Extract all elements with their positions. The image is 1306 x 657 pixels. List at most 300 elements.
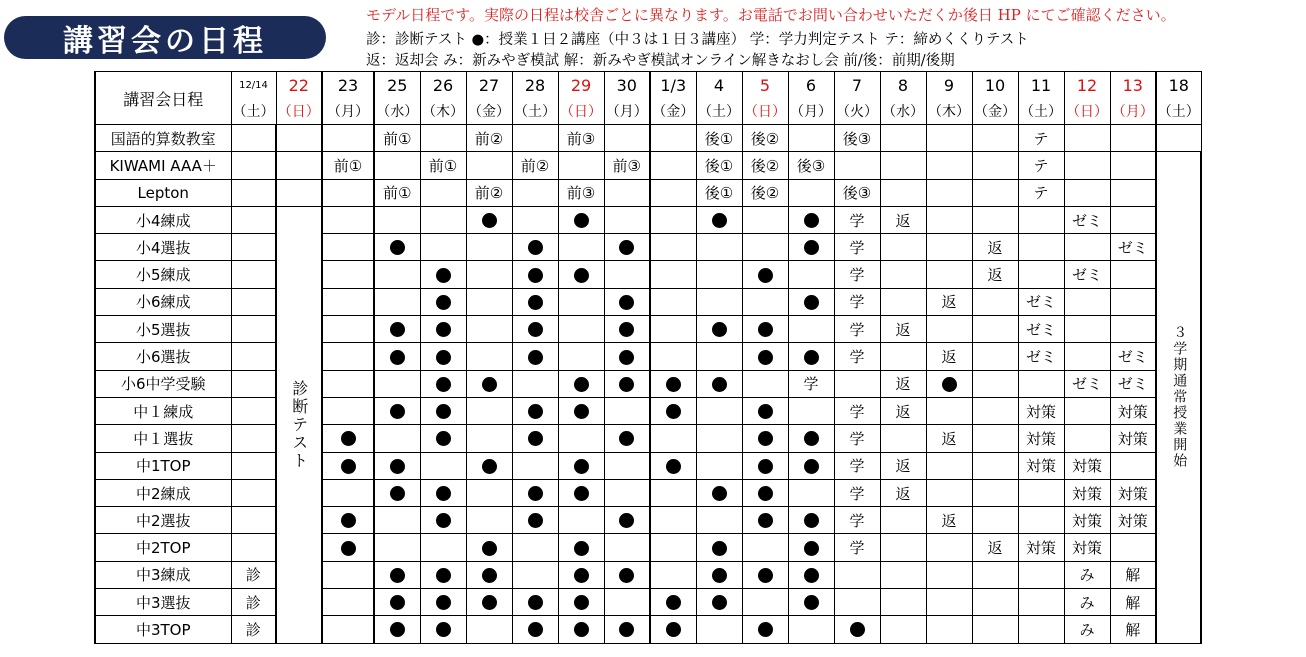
schedule-cell bbox=[788, 425, 834, 452]
schedule-mark: 対策 bbox=[1025, 429, 1056, 448]
schedule-cell bbox=[374, 370, 420, 397]
schedule-cell bbox=[788, 479, 834, 506]
schedule-cell bbox=[1064, 125, 1110, 152]
course-label: Lepton bbox=[95, 179, 231, 206]
class-dot-icon bbox=[528, 431, 543, 446]
weekday-header: （木） bbox=[420, 98, 466, 125]
class-dot-icon bbox=[804, 459, 819, 474]
schedule-cell bbox=[972, 589, 1018, 616]
schedule-cell bbox=[834, 370, 880, 397]
class-dot-icon bbox=[436, 431, 451, 446]
schedule-cell bbox=[374, 288, 420, 315]
schedule-row bbox=[95, 589, 1201, 616]
date-header: 11 bbox=[1018, 72, 1064, 99]
course-label: 中１練成 bbox=[95, 397, 231, 424]
date-header: 10 bbox=[972, 72, 1018, 99]
schedule-cell bbox=[466, 370, 512, 397]
schedule-cell bbox=[1018, 125, 1064, 152]
schedule-cell bbox=[322, 589, 374, 616]
date-header: 1/3 bbox=[650, 72, 696, 99]
schedule-cell bbox=[650, 616, 696, 643]
schedule-cell bbox=[742, 589, 788, 616]
schedule-cell bbox=[742, 179, 788, 206]
class-dot-icon bbox=[574, 568, 589, 583]
schedule-mark: 返 bbox=[895, 375, 911, 394]
course-label: 中2選抜 bbox=[95, 507, 231, 534]
schedule-cell bbox=[374, 152, 420, 179]
schedule-cell bbox=[512, 125, 558, 152]
class-dot-icon bbox=[758, 568, 773, 583]
schedule-cell bbox=[512, 561, 558, 588]
schedule-cell bbox=[231, 534, 276, 561]
schedule-cell bbox=[420, 288, 466, 315]
schedule-cell bbox=[650, 370, 696, 397]
schedule-cell bbox=[322, 316, 374, 343]
schedule-cell bbox=[926, 179, 972, 206]
schedule-cell bbox=[650, 234, 696, 261]
schedule-cell bbox=[1064, 152, 1110, 179]
schedule-mark: 後③ bbox=[842, 184, 872, 203]
schedule-cell bbox=[972, 179, 1018, 206]
schedule-cell bbox=[604, 589, 650, 616]
schedule-cell bbox=[231, 425, 276, 452]
schedule-mark: 対策 bbox=[1117, 429, 1148, 448]
schedule-cell bbox=[558, 534, 604, 561]
schedule-cell bbox=[604, 343, 650, 370]
schedule-cell bbox=[558, 234, 604, 261]
class-dot-icon bbox=[574, 541, 589, 556]
schedule-cell bbox=[1110, 152, 1156, 179]
page-title: 講習会の日程 bbox=[4, 16, 326, 59]
schedule-cell bbox=[742, 507, 788, 534]
schedule-cell bbox=[1018, 288, 1064, 315]
schedule-cell bbox=[650, 425, 696, 452]
schedule-mark: 対策 bbox=[1117, 511, 1148, 530]
schedule-row bbox=[95, 179, 1201, 206]
weekday-header: （日） bbox=[1064, 98, 1110, 125]
class-dot-icon bbox=[528, 240, 543, 255]
schedule-cell bbox=[512, 288, 558, 315]
schedule-cell bbox=[231, 589, 276, 616]
class-dot-icon bbox=[666, 377, 681, 392]
class-dot-icon bbox=[712, 486, 727, 501]
schedule-cell bbox=[1064, 206, 1110, 233]
schedule-cell bbox=[880, 370, 926, 397]
schedule-cell bbox=[972, 507, 1018, 534]
schedule-mark: ゼミ bbox=[1117, 348, 1148, 367]
class-dot-icon bbox=[712, 377, 727, 392]
schedule-cell bbox=[420, 452, 466, 479]
schedule-cell bbox=[650, 589, 696, 616]
schedule-cell bbox=[696, 125, 742, 152]
schedule-cell bbox=[604, 507, 650, 534]
table-corner-label: 講習会日程 bbox=[95, 72, 231, 125]
date-header: 6 bbox=[788, 72, 834, 99]
schedule-cell bbox=[742, 206, 788, 233]
schedule-cell bbox=[1110, 452, 1156, 479]
schedule-cell bbox=[374, 343, 420, 370]
schedule-cell bbox=[322, 234, 374, 261]
schedule-cell bbox=[374, 179, 420, 206]
class-dot-icon bbox=[390, 486, 405, 501]
class-dot-icon bbox=[574, 622, 589, 637]
schedule-cell bbox=[788, 561, 834, 588]
schedule-cell bbox=[788, 397, 834, 424]
schedule-row bbox=[95, 534, 1201, 561]
class-dot-icon bbox=[390, 240, 405, 255]
schedule-mark: 後③ bbox=[796, 156, 826, 175]
schedule-cell bbox=[558, 288, 604, 315]
schedule-cell bbox=[972, 425, 1018, 452]
schedule-mark: 対策 bbox=[1071, 511, 1102, 530]
schedule-cell bbox=[1018, 479, 1064, 506]
schedule-cell bbox=[466, 452, 512, 479]
schedule-cell bbox=[466, 479, 512, 506]
schedule-cell bbox=[558, 589, 604, 616]
schedule-cell bbox=[1064, 589, 1110, 616]
schedule-mark: 診 bbox=[245, 593, 261, 612]
schedule-mark: 返 bbox=[895, 402, 911, 421]
schedule-cell bbox=[696, 316, 742, 343]
schedule-mark: み bbox=[1079, 620, 1095, 639]
schedule-cell bbox=[834, 534, 880, 561]
schedule-cell bbox=[972, 561, 1018, 588]
class-dot-icon bbox=[758, 622, 773, 637]
schedule-cell bbox=[696, 479, 742, 506]
schedule-cell bbox=[558, 206, 604, 233]
schedule-cell bbox=[926, 534, 972, 561]
schedule-table bbox=[94, 71, 1202, 644]
schedule-cell bbox=[650, 397, 696, 424]
date-header: 23 bbox=[322, 72, 374, 99]
schedule-cell bbox=[834, 152, 880, 179]
class-dot-icon bbox=[804, 541, 819, 556]
schedule-cell bbox=[512, 152, 558, 179]
schedule-cell bbox=[231, 179, 276, 206]
date-header: 8 bbox=[880, 72, 926, 99]
schedule-row bbox=[95, 288, 1201, 315]
class-dot-icon bbox=[390, 404, 405, 419]
course-label: KIWAMI AAA＋ bbox=[95, 152, 231, 179]
schedule-mark: 対策 bbox=[1025, 402, 1056, 421]
class-dot-icon bbox=[574, 404, 589, 419]
schedule-cell bbox=[742, 234, 788, 261]
schedule-cell bbox=[604, 534, 650, 561]
schedule-cell bbox=[696, 507, 742, 534]
schedule-cell bbox=[926, 452, 972, 479]
class-dot-icon bbox=[758, 513, 773, 528]
schedule-cell bbox=[231, 561, 276, 588]
schedule-cell bbox=[322, 425, 374, 452]
course-label: 中3選抜 bbox=[95, 589, 231, 616]
schedule-cell bbox=[834, 616, 880, 643]
schedule-cell bbox=[834, 206, 880, 233]
schedule-cell bbox=[512, 370, 558, 397]
schedule-cell bbox=[926, 261, 972, 288]
schedule-cell bbox=[420, 152, 466, 179]
schedule-cell bbox=[322, 179, 374, 206]
class-dot-icon bbox=[758, 431, 773, 446]
schedule-cell bbox=[926, 370, 972, 397]
schedule-cell bbox=[1064, 397, 1110, 424]
schedule-cell bbox=[322, 261, 374, 288]
schedule-cell bbox=[1110, 343, 1156, 370]
schedule-cell bbox=[1110, 206, 1156, 233]
schedule-cell bbox=[604, 234, 650, 261]
schedule-cell bbox=[880, 452, 926, 479]
schedule-cell bbox=[512, 261, 558, 288]
schedule-cell bbox=[834, 125, 880, 152]
schedule-cell bbox=[1018, 425, 1064, 452]
course-label: 小4練成 bbox=[95, 206, 231, 233]
schedule-cell bbox=[972, 206, 1018, 233]
schedule-cell bbox=[558, 561, 604, 588]
schedule-cell bbox=[788, 288, 834, 315]
date-header: 29 bbox=[558, 72, 604, 99]
class-dot-icon bbox=[804, 240, 819, 255]
schedule-cell bbox=[650, 479, 696, 506]
schedule-cell bbox=[1018, 589, 1064, 616]
schedule-cell bbox=[650, 288, 696, 315]
schedule-cell bbox=[231, 261, 276, 288]
date-header: 12 bbox=[1064, 72, 1110, 99]
class-dot-icon bbox=[528, 268, 543, 283]
date-header: 5 bbox=[742, 72, 788, 99]
schedule-cell bbox=[880, 288, 926, 315]
schedule-mark: 学 bbox=[849, 511, 865, 530]
schedule-cell bbox=[1110, 370, 1156, 397]
class-dot-icon bbox=[712, 213, 727, 228]
class-dot-icon bbox=[712, 595, 727, 610]
schedule-cell bbox=[512, 616, 558, 643]
schedule-mark: ゼミ bbox=[1025, 348, 1056, 367]
schedule-mark: 解 bbox=[1125, 620, 1141, 639]
date-header: 28 bbox=[512, 72, 558, 99]
schedule-mark: 返 bbox=[941, 293, 957, 312]
schedule-cell bbox=[788, 589, 834, 616]
weekday-header: （月） bbox=[1110, 98, 1156, 125]
schedule-mark: 解 bbox=[1125, 593, 1141, 612]
schedule-cell bbox=[1064, 425, 1110, 452]
schedule-cell bbox=[788, 452, 834, 479]
schedule-cell bbox=[420, 534, 466, 561]
schedule-cell bbox=[322, 452, 374, 479]
schedule-cell bbox=[322, 152, 374, 179]
schedule-mark: テ bbox=[1033, 156, 1049, 175]
schedule-cell bbox=[742, 288, 788, 315]
schedule-cell bbox=[880, 206, 926, 233]
schedule-cell bbox=[558, 425, 604, 452]
schedule-cell bbox=[466, 589, 512, 616]
date-header: 27 bbox=[466, 72, 512, 99]
schedule-cell bbox=[696, 179, 742, 206]
schedule-cell bbox=[696, 206, 742, 233]
class-dot-icon bbox=[482, 568, 497, 583]
schedule-cell bbox=[1064, 316, 1110, 343]
schedule-mark: 後② bbox=[750, 156, 780, 175]
class-dot-icon bbox=[390, 350, 405, 365]
schedule-mark: 前① bbox=[383, 184, 412, 203]
schedule-cell bbox=[1018, 561, 1064, 588]
class-dot-icon bbox=[712, 541, 727, 556]
schedule-cell bbox=[604, 452, 650, 479]
schedule-cell bbox=[1018, 234, 1064, 261]
weekday-header: （水） bbox=[374, 98, 420, 125]
class-dot-icon bbox=[341, 431, 356, 446]
schedule-cell bbox=[880, 425, 926, 452]
schedule-cell bbox=[322, 534, 374, 561]
schedule-row bbox=[95, 206, 1201, 233]
schedule-cell bbox=[696, 234, 742, 261]
class-dot-icon bbox=[619, 240, 634, 255]
schedule-cell bbox=[742, 425, 788, 452]
schedule-cell bbox=[1064, 561, 1110, 588]
schedule-cell bbox=[466, 507, 512, 534]
weekday-header: （金） bbox=[650, 98, 696, 125]
schedule-cell bbox=[231, 370, 276, 397]
schedule-cell bbox=[466, 343, 512, 370]
weekday-header: （金） bbox=[466, 98, 512, 125]
schedule-cell bbox=[604, 616, 650, 643]
schedule-cell bbox=[788, 179, 834, 206]
schedule-cell bbox=[1018, 316, 1064, 343]
schedule-mark: 学 bbox=[849, 348, 865, 367]
class-dot-icon bbox=[390, 322, 405, 337]
schedule-cell bbox=[1110, 234, 1156, 261]
schedule-mark: 対策 bbox=[1117, 402, 1148, 421]
schedule-cell bbox=[650, 316, 696, 343]
course-label: 中2TOP bbox=[95, 534, 231, 561]
schedule-mark: 学 bbox=[803, 375, 819, 394]
schedule-cell bbox=[322, 616, 374, 643]
schedule-cell bbox=[374, 425, 420, 452]
schedule-mark: 後② bbox=[750, 184, 780, 203]
schedule-cell bbox=[742, 343, 788, 370]
date-header: 7 bbox=[834, 72, 880, 99]
schedule-mark: 後① bbox=[704, 129, 734, 148]
schedule-cell bbox=[880, 397, 926, 424]
weekday-header: （土） bbox=[231, 98, 276, 125]
class-dot-icon bbox=[482, 459, 497, 474]
schedule-mark: み bbox=[1079, 566, 1095, 585]
schedule-cell bbox=[604, 206, 650, 233]
schedule-cell bbox=[742, 616, 788, 643]
class-dot-icon bbox=[436, 513, 451, 528]
class-dot-icon bbox=[436, 295, 451, 310]
schedule-cell bbox=[926, 397, 972, 424]
schedule-cell bbox=[1018, 616, 1064, 643]
schedule-cell bbox=[696, 343, 742, 370]
schedule-mark: ゼミ bbox=[1117, 375, 1148, 394]
schedule-mark: テ bbox=[1033, 184, 1049, 203]
class-dot-icon bbox=[528, 404, 543, 419]
schedule-cell bbox=[466, 561, 512, 588]
schedule-mark: 学 bbox=[849, 320, 865, 339]
schedule-cell bbox=[880, 479, 926, 506]
schedule-cell bbox=[1018, 507, 1064, 534]
schedule-mark: 前② bbox=[474, 129, 504, 148]
schedule-cell bbox=[231, 234, 276, 261]
schedule-cell bbox=[604, 479, 650, 506]
schedule-cell bbox=[558, 261, 604, 288]
schedule-cell bbox=[512, 316, 558, 343]
schedule-cell bbox=[374, 206, 420, 233]
schedule-cell bbox=[558, 316, 604, 343]
class-dot-icon bbox=[482, 595, 497, 610]
legend-line-2: 返：返却会 み：新みやぎ模試 解：新みやぎ模試オンライン解きなおし会 前/後：前期/後期 bbox=[366, 53, 955, 69]
schedule-row bbox=[95, 261, 1201, 288]
schedule-cell bbox=[742, 452, 788, 479]
schedule-mark: 学 bbox=[849, 457, 865, 476]
schedule-cell bbox=[972, 343, 1018, 370]
schedule-cell bbox=[696, 452, 742, 479]
schedule-mark: ゼミ bbox=[1117, 238, 1148, 257]
schedule-cell bbox=[604, 425, 650, 452]
schedule-cell bbox=[466, 261, 512, 288]
schedule-cell bbox=[1110, 316, 1156, 343]
schedule-cell bbox=[322, 206, 374, 233]
schedule-cell bbox=[834, 179, 880, 206]
schedule-cell bbox=[1110, 561, 1156, 588]
schedule-mark: 返 bbox=[941, 429, 957, 448]
schedule-mark: 学 bbox=[849, 211, 865, 230]
schedule-cell bbox=[1110, 534, 1156, 561]
schedule-cell bbox=[1018, 370, 1064, 397]
legend-line-1: 診：診断テスト ●：授業１日２講座（中３は１日３講座） 学：学力判定テスト テ：締めくくりテスト bbox=[366, 32, 1029, 48]
class-dot-icon bbox=[804, 595, 819, 610]
schedule-cell bbox=[650, 343, 696, 370]
schedule-mark: 学 bbox=[849, 429, 865, 448]
schedule-cell bbox=[374, 397, 420, 424]
schedule-cell bbox=[466, 316, 512, 343]
schedule-cell bbox=[972, 125, 1018, 152]
schedule-cell bbox=[1018, 397, 1064, 424]
schedule-mark: 返 bbox=[987, 266, 1003, 285]
class-dot-icon bbox=[528, 295, 543, 310]
class-dot-icon bbox=[341, 513, 356, 528]
schedule-cell bbox=[1110, 425, 1156, 452]
class-dot-icon bbox=[619, 513, 634, 528]
schedule-cell bbox=[466, 288, 512, 315]
schedule-cell bbox=[926, 589, 972, 616]
schedule-mark: 前③ bbox=[566, 184, 596, 203]
schedule-cell bbox=[512, 234, 558, 261]
schedule-cell bbox=[650, 534, 696, 561]
schedule-cell bbox=[1064, 370, 1110, 397]
schedule-cell bbox=[604, 125, 650, 152]
schedule-mark: 学 bbox=[849, 402, 865, 421]
schedule-cell bbox=[926, 561, 972, 588]
schedule-cell bbox=[972, 534, 1018, 561]
schedule-cell bbox=[322, 343, 374, 370]
schedule-mark: 後③ bbox=[842, 129, 872, 148]
schedule-row bbox=[95, 316, 1201, 343]
schedule-mark: 前① bbox=[383, 129, 412, 148]
schedule-cell bbox=[1018, 343, 1064, 370]
date-header: 4 bbox=[696, 72, 742, 99]
schedule-cell bbox=[276, 179, 322, 206]
schedule-mark: 前① bbox=[333, 156, 363, 175]
schedule-mark: 対策 bbox=[1071, 457, 1102, 476]
schedule-cell bbox=[880, 343, 926, 370]
schedule-cell bbox=[880, 152, 926, 179]
schedule-cell bbox=[834, 452, 880, 479]
schedule-cell bbox=[926, 234, 972, 261]
schedule-cell bbox=[880, 234, 926, 261]
date-header: 22 bbox=[276, 72, 322, 99]
class-dot-icon bbox=[619, 568, 634, 583]
schedule-cell bbox=[420, 179, 466, 206]
